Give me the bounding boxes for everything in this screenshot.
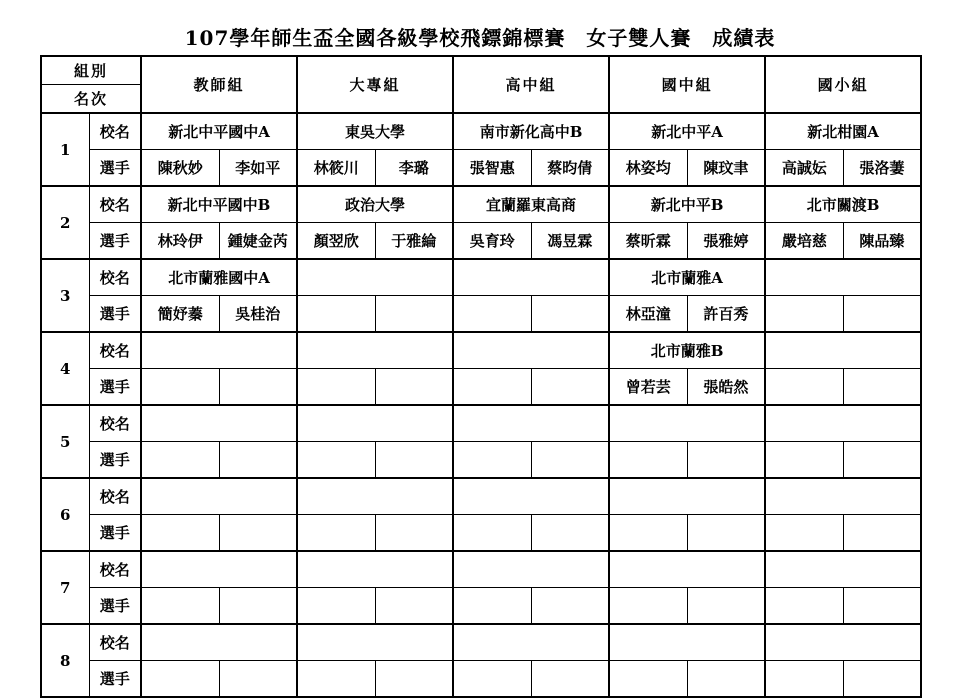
group-header-elementary: 國小組 (765, 56, 921, 113)
school-cell-college (297, 332, 453, 369)
rank-number: 5 (41, 405, 89, 478)
group-header-label: 組別 (41, 56, 141, 85)
group-header-senior-high: 高中組 (453, 56, 609, 113)
rank-7-player-row (41, 588, 921, 625)
player-cell-teacher-1 (141, 442, 219, 479)
school-cell-junior-high (609, 551, 765, 588)
player-cell-senior-high-2 (531, 588, 609, 625)
player-cell-senior-high-2: 馮昱霖 (531, 223, 609, 260)
player-cell-teacher-1: 林玲伊 (141, 223, 219, 260)
rank-1-player-row (41, 150, 921, 187)
player-cell-college-2 (375, 515, 453, 552)
player-cell-college-1 (297, 442, 375, 479)
player-cell-junior-high-2: 張雅婷 (687, 223, 765, 260)
player-cell-college-1 (297, 515, 375, 552)
player-cell-teacher-2 (219, 588, 297, 625)
rank-number: 3 (41, 259, 89, 332)
player-cell-junior-high-1 (609, 588, 687, 625)
school-cell-college (297, 551, 453, 588)
player-cell-teacher-2 (219, 515, 297, 552)
player-cell-senior-high-1: 吳育玲 (453, 223, 531, 260)
player-cell-junior-high-2 (687, 661, 765, 698)
player-cell-senior-high-2 (531, 442, 609, 479)
player-cell-senior-high-1 (453, 588, 531, 625)
player-cell-senior-high-1 (453, 442, 531, 479)
rank-2-player-row (41, 223, 921, 260)
rank-number: 8 (41, 624, 89, 697)
player-cell-junior-high-2 (687, 588, 765, 625)
player-cell-elementary-1: 嚴培慈 (765, 223, 843, 260)
school-cell-college (297, 259, 453, 296)
player-cell-elementary-2 (843, 296, 921, 333)
rank-2-school-row (41, 186, 921, 223)
player-cell-teacher-1 (141, 588, 219, 625)
school-label: 校名 (89, 478, 141, 515)
school-cell-teacher: 新北中平國中A (141, 113, 297, 150)
page-title: 107學年師生盃全國各級學校飛鏢錦標賽 女子雙人賽 成績表 (184, 26, 776, 50)
player-cell-teacher-2 (219, 661, 297, 698)
player-cell-elementary-1 (765, 515, 843, 552)
rank-5-player-row (41, 442, 921, 479)
player-label: 選手 (89, 150, 141, 187)
group-header-junior-high: 國中組 (609, 56, 765, 113)
player-cell-senior-high-2 (531, 515, 609, 552)
school-cell-junior-high: 新北中平B (609, 186, 765, 223)
group-header-college: 大專組 (297, 56, 453, 113)
rank-number: 4 (41, 332, 89, 405)
player-cell-junior-high-1: 林亞潼 (609, 296, 687, 333)
school-cell-teacher (141, 551, 297, 588)
player-cell-elementary-1 (765, 588, 843, 625)
player-cell-elementary-1 (765, 442, 843, 479)
player-cell-elementary-1: 高誠妘 (765, 150, 843, 187)
player-cell-college-2 (375, 661, 453, 698)
school-cell-college (297, 405, 453, 442)
player-cell-teacher-2: 鍾婕金芮 (219, 223, 297, 260)
player-cell-elementary-1 (765, 661, 843, 698)
player-cell-teacher-1: 陳秋妙 (141, 150, 219, 187)
rank-number: 1 (41, 113, 89, 186)
school-label: 校名 (89, 113, 141, 150)
rank-header-label: 名次 (41, 85, 141, 114)
player-cell-elementary-2 (843, 661, 921, 698)
player-cell-college-2: 于雅綸 (375, 223, 453, 260)
school-cell-teacher (141, 332, 297, 369)
player-cell-college-2 (375, 369, 453, 406)
player-cell-elementary-2: 陳品臻 (843, 223, 921, 260)
school-label: 校名 (89, 405, 141, 442)
school-cell-elementary: 北市關渡B (765, 186, 921, 223)
player-cell-junior-high-2: 陳玟聿 (687, 150, 765, 187)
rank-1-school-row (41, 113, 921, 150)
player-cell-teacher-1 (141, 369, 219, 406)
player-cell-senior-high-2 (531, 296, 609, 333)
rank-number: 2 (41, 186, 89, 259)
school-cell-senior-high: 宜蘭羅東高商 (453, 186, 609, 223)
player-label: 選手 (89, 661, 141, 698)
rank-4-player-row (41, 369, 921, 406)
player-cell-senior-high-1 (453, 296, 531, 333)
rank-number: 6 (41, 478, 89, 551)
rank-4-school-row (41, 332, 921, 369)
player-cell-college-2: 李璐 (375, 150, 453, 187)
player-cell-college-1 (297, 369, 375, 406)
school-cell-elementary (765, 405, 921, 442)
player-cell-teacher-2 (219, 369, 297, 406)
player-cell-junior-high-2 (687, 515, 765, 552)
school-cell-senior-high (453, 259, 609, 296)
player-cell-junior-high-1 (609, 661, 687, 698)
school-cell-elementary (765, 332, 921, 369)
player-label: 選手 (89, 588, 141, 625)
school-cell-junior-high: 北市蘭雅B (609, 332, 765, 369)
school-cell-teacher (141, 624, 297, 661)
school-cell-junior-high (609, 405, 765, 442)
school-cell-elementary (765, 624, 921, 661)
school-label: 校名 (89, 186, 141, 223)
player-label: 選手 (89, 369, 141, 406)
player-cell-elementary-1 (765, 296, 843, 333)
school-cell-college: 政治大學 (297, 186, 453, 223)
player-cell-elementary-1 (765, 369, 843, 406)
player-cell-senior-high-1 (453, 369, 531, 406)
player-cell-senior-high-2: 蔡昀倩 (531, 150, 609, 187)
school-cell-college: 東吳大學 (297, 113, 453, 150)
player-cell-junior-high-1: 林姿均 (609, 150, 687, 187)
rank-8-player-row (41, 661, 921, 698)
school-cell-junior-high (609, 624, 765, 661)
group-header-teacher: 教師組 (141, 56, 297, 113)
player-label: 選手 (89, 223, 141, 260)
school-cell-teacher: 新北中平國中B (141, 186, 297, 223)
school-label: 校名 (89, 332, 141, 369)
player-label: 選手 (89, 515, 141, 552)
rank-number: 7 (41, 551, 89, 624)
school-cell-elementary (765, 551, 921, 588)
school-cell-elementary (765, 259, 921, 296)
rank-6-school-row (41, 478, 921, 515)
school-label: 校名 (89, 259, 141, 296)
player-cell-teacher-2: 李如平 (219, 150, 297, 187)
player-cell-college-1: 林筱川 (297, 150, 375, 187)
player-cell-senior-high-1: 張智惠 (453, 150, 531, 187)
player-cell-junior-high-1 (609, 442, 687, 479)
school-cell-junior-high: 北市蘭雅A (609, 259, 765, 296)
player-cell-elementary-2: 張洛萋 (843, 150, 921, 187)
school-cell-teacher (141, 405, 297, 442)
player-cell-college-2 (375, 442, 453, 479)
player-cell-senior-high-2 (531, 661, 609, 698)
player-cell-teacher-1: 簡妤蓁 (141, 296, 219, 333)
school-cell-teacher: 北市蘭雅國中A (141, 259, 297, 296)
school-cell-senior-high (453, 478, 609, 515)
player-cell-elementary-2 (843, 515, 921, 552)
rank-6-player-row (41, 515, 921, 552)
player-cell-teacher-1 (141, 515, 219, 552)
player-label: 選手 (89, 442, 141, 479)
player-cell-junior-high-1: 曾若芸 (609, 369, 687, 406)
player-cell-teacher-2: 吳桂治 (219, 296, 297, 333)
rank-8-school-row (41, 624, 921, 661)
player-cell-senior-high-1 (453, 661, 531, 698)
school-cell-senior-high: 南市新化高中B (453, 113, 609, 150)
player-cell-junior-high-2: 張皓然 (687, 369, 765, 406)
school-cell-elementary (765, 478, 921, 515)
player-cell-junior-high-1: 蔡昕霖 (609, 223, 687, 260)
player-cell-junior-high-2 (687, 442, 765, 479)
player-cell-senior-high-1 (453, 515, 531, 552)
school-cell-college (297, 478, 453, 515)
player-label: 選手 (89, 296, 141, 333)
school-label: 校名 (89, 624, 141, 661)
school-cell-college (297, 624, 453, 661)
school-label: 校名 (89, 551, 141, 588)
rank-5-school-row (41, 405, 921, 442)
player-cell-college-2 (375, 296, 453, 333)
player-cell-elementary-2 (843, 588, 921, 625)
player-cell-college-1: 顏翌欣 (297, 223, 375, 260)
player-cell-elementary-2 (843, 442, 921, 479)
player-cell-teacher-1 (141, 661, 219, 698)
player-cell-college-1 (297, 588, 375, 625)
player-cell-senior-high-2 (531, 369, 609, 406)
school-cell-elementary: 新北柑園A (765, 113, 921, 150)
rank-3-school-row (41, 259, 921, 296)
rank-3-player-row (41, 296, 921, 333)
player-cell-college-1 (297, 661, 375, 698)
player-cell-college-1 (297, 296, 375, 333)
player-cell-teacher-2 (219, 442, 297, 479)
school-cell-teacher (141, 478, 297, 515)
school-cell-senior-high (453, 405, 609, 442)
school-cell-junior-high: 新北中平A (609, 113, 765, 150)
header-row (41, 56, 921, 85)
rank-7-school-row (41, 551, 921, 588)
results-table (40, 55, 922, 698)
player-cell-junior-high-2: 許百秀 (687, 296, 765, 333)
player-cell-elementary-2 (843, 369, 921, 406)
player-cell-college-2 (375, 588, 453, 625)
player-cell-junior-high-1 (609, 515, 687, 552)
school-cell-junior-high (609, 478, 765, 515)
school-cell-senior-high (453, 551, 609, 588)
school-cell-senior-high (453, 624, 609, 661)
school-cell-senior-high (453, 332, 609, 369)
